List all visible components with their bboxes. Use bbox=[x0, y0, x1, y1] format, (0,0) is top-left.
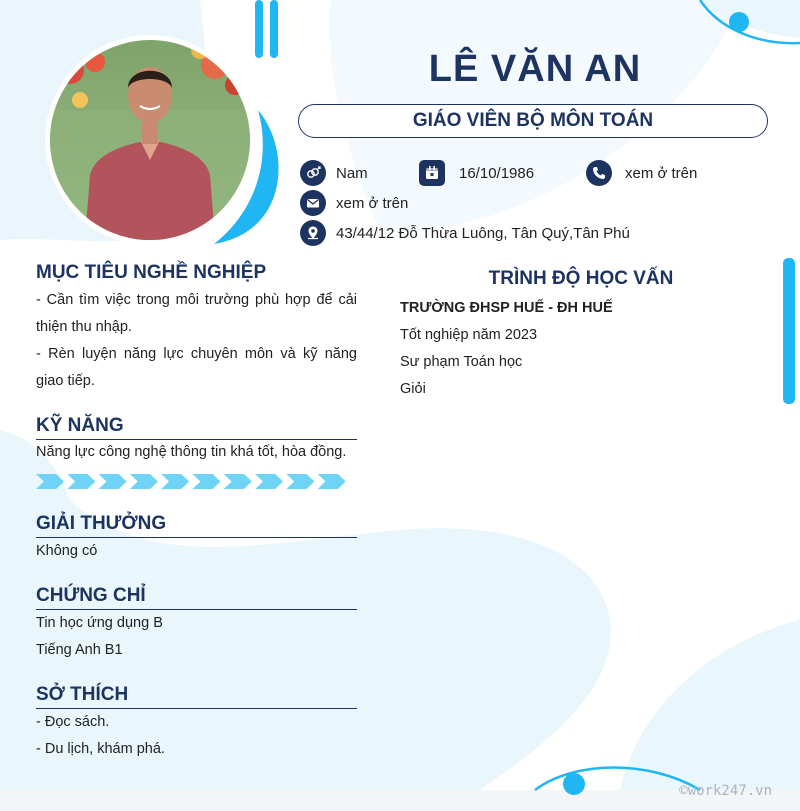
objective-item: - Rèn luyện năng lực chuyên môn và kỹ năng giao tiếp. bbox=[36, 346, 357, 389]
objective-item: - Cần tìm việc trong môi trường phù hợp để cải thiện thu nhập. bbox=[36, 292, 357, 335]
arrow-icon bbox=[318, 474, 346, 489]
education-major: Sư phạm Toán học bbox=[400, 354, 523, 370]
arrow-icon bbox=[99, 474, 127, 489]
skills-section bbox=[36, 415, 357, 440]
calendar-icon bbox=[419, 160, 445, 186]
certificate-item: Tin học ứng dụng B bbox=[36, 615, 163, 631]
arrow-icon bbox=[161, 474, 189, 489]
contact-phone bbox=[586, 160, 697, 186]
job-title: GIÁO VIÊN BỘ MÔN TOÁN bbox=[298, 104, 768, 138]
hobby-item: - Đọc sách. bbox=[36, 714, 110, 730]
gender-value: Nam bbox=[336, 164, 368, 182]
hobbies-title: SỞ THÍCH bbox=[36, 684, 129, 705]
certificates-title: CHỨNG CHỈ bbox=[36, 585, 146, 606]
awards-text: Không có bbox=[36, 543, 98, 559]
profile-photo bbox=[50, 40, 250, 240]
hobby-item: - Du lịch, khám phá. bbox=[36, 741, 165, 757]
certificates-list bbox=[36, 610, 163, 664]
education-graduation: Tốt nghiệp năm 2023 bbox=[400, 327, 538, 343]
certificates-section bbox=[36, 585, 357, 610]
skills-title: KỸ NĂNG bbox=[36, 415, 124, 436]
phone-value: xem ở trên bbox=[625, 164, 698, 182]
arrow-icon bbox=[286, 474, 314, 489]
candidate-name: LÊ VĂN AN bbox=[428, 48, 642, 90]
education-title: TRÌNH ĐỘ HỌC VẤN bbox=[488, 268, 674, 289]
skill-level-arrows bbox=[36, 474, 349, 489]
arrow-icon bbox=[130, 474, 158, 489]
arrow-icon bbox=[224, 474, 252, 489]
awards-section bbox=[36, 513, 357, 538]
contact-address bbox=[300, 220, 630, 246]
arrow-icon bbox=[36, 474, 64, 489]
phone-icon bbox=[586, 160, 612, 186]
contact-email bbox=[300, 190, 408, 216]
email-icon bbox=[300, 190, 326, 216]
contact-birthday bbox=[419, 160, 534, 186]
education-school: TRƯỜNG ĐHSP HUẾ - ĐH HUẾ bbox=[400, 300, 613, 316]
education-grade: Giỏi bbox=[400, 381, 426, 397]
address-value: 43/44/12 Đỗ Thừa Luông, Tân Quý,Tân Phú bbox=[336, 224, 630, 242]
hobbies-list bbox=[36, 709, 165, 763]
arrow-icon bbox=[255, 474, 283, 489]
gender-icon bbox=[300, 160, 326, 186]
certificate-item: Tiếng Anh B1 bbox=[36, 642, 123, 658]
education-details bbox=[400, 295, 613, 403]
arrow-icon bbox=[67, 474, 95, 489]
skills-text: Năng lực công nghệ thông tin khá tốt, hòa đồng. bbox=[36, 444, 347, 460]
email-value: xem ở trên bbox=[336, 194, 409, 212]
watermark: ©work247.vn bbox=[679, 783, 772, 799]
objective-text bbox=[36, 287, 357, 395]
birthday-value: 16/10/1986 bbox=[459, 164, 535, 182]
awards-title: GIẢI THƯỞNG bbox=[36, 513, 167, 534]
hobbies-section bbox=[36, 684, 357, 709]
contact-gender bbox=[300, 160, 368, 186]
arrow-icon bbox=[192, 474, 220, 489]
objective-title: MỤC TIÊU NGHỀ NGHIỆP bbox=[36, 262, 267, 283]
location-icon bbox=[300, 220, 326, 246]
